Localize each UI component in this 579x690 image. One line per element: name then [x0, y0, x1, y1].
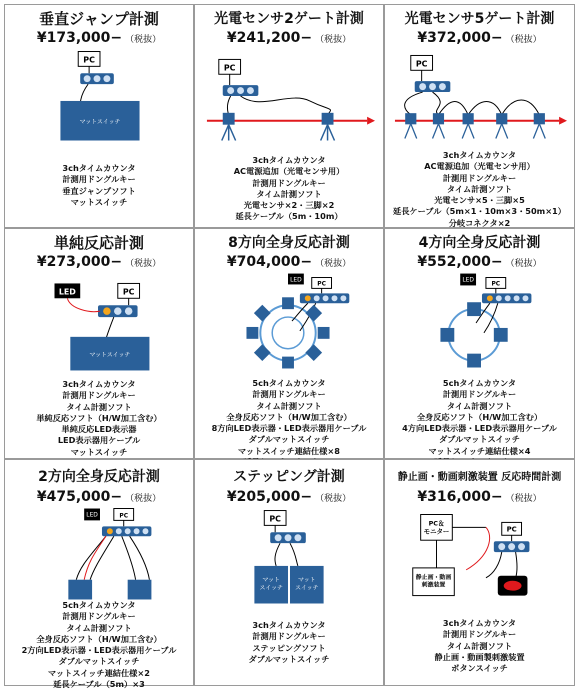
- list-item: 延長ケーブル（5m）×3: [53, 679, 145, 690]
- list-item: 計測用ドングルキー: [252, 631, 326, 642]
- price-tax-note: （税抜）: [315, 35, 352, 45]
- product-card-stepping: [194, 459, 384, 686]
- price-amount: ¥205,000−: [226, 489, 313, 505]
- list-item: タイム計測ソフト: [446, 400, 513, 411]
- list-item: 5chタイムカウンタ: [442, 378, 517, 388]
- setup-diagram: [201, 47, 377, 147]
- item-list: [195, 378, 383, 468]
- card-price: [385, 486, 574, 505]
- sensor-3: [463, 114, 473, 124]
- mat-label: マットスイッチ: [89, 351, 131, 359]
- pc-label: PC: [415, 59, 428, 69]
- card-title: 4方向全身反応計測: [418, 235, 541, 251]
- card-price: [195, 27, 383, 46]
- price-tax-note: （税抜）: [125, 494, 162, 504]
- list-item: タイム計測ソフト: [446, 640, 513, 651]
- sensor-left: [223, 113, 235, 125]
- price-amount: ¥173,000−: [36, 30, 123, 46]
- card-title: 静止画・動画刺激装置 反応時間計測: [397, 472, 562, 483]
- mat-pads: [246, 297, 329, 368]
- item-list: [385, 378, 574, 468]
- list-item: タイム計測ソフト: [256, 188, 322, 199]
- list-item: 3chタイムカウンタ: [442, 150, 517, 160]
- list-item: AC電源追加（光電センサ用）: [233, 166, 345, 177]
- list-item: LED表示器用ケーブル: [57, 435, 141, 446]
- product-card-simple-reaction: [4, 228, 194, 459]
- mat-right-label: マットスイッチ: [295, 576, 319, 592]
- item-list: [5, 379, 193, 458]
- sensor-4: [497, 114, 507, 124]
- list-item: 2方向LED表示器・LED表示器用ケーブル: [21, 645, 177, 656]
- led-label: LED: [290, 276, 302, 284]
- list-item: 延長ケーブル（5m・10m）: [235, 211, 343, 222]
- item-list: [5, 163, 193, 208]
- pc-label: PC: [317, 280, 326, 288]
- product-card-photo-sensor-2gate: [194, 4, 384, 228]
- card-title: 光電センサ5ゲート計測: [404, 11, 555, 27]
- list-item: 延長ケーブル（5m×1・10m×3・50m×1）: [393, 206, 566, 217]
- card-price: [195, 486, 383, 505]
- list-item: 3chタイムカウンタ: [62, 379, 136, 389]
- price-tax-note: （税抜）: [315, 494, 352, 504]
- list-item: 3chタイムカウンタ: [252, 155, 326, 165]
- product-card-8way-reaction: [194, 228, 384, 459]
- mat-label: マットスイッチ: [79, 118, 121, 126]
- card-title: 単純反応計測: [53, 234, 144, 252]
- card-price: [5, 251, 193, 270]
- list-item: タイム計測ソフト: [256, 400, 322, 411]
- list-item: タイム計測ソフト: [446, 183, 513, 194]
- price-amount: ¥241,200−: [226, 30, 313, 46]
- list-item: 分岐コネクタ×2: [448, 217, 511, 228]
- led-label: LED: [86, 511, 98, 519]
- item-list: [5, 600, 193, 690]
- list-item: 垂直ジャンプソフト: [62, 185, 136, 196]
- product-card-4way-reaction: [384, 228, 575, 459]
- setup-diagram: [391, 271, 568, 375]
- setup-diagram: [11, 271, 187, 375]
- setup-diagram: [11, 47, 187, 147]
- list-item: マットスイッチ連結仕様×8: [238, 445, 340, 456]
- mat-right: [128, 580, 152, 600]
- list-item: 全身反応ソフト（H/W加工含む）: [416, 411, 543, 422]
- list-item: 計測用ドングルキー: [62, 611, 136, 622]
- price-tax-note: （税抜）: [315, 259, 352, 269]
- product-grid: [4, 4, 575, 690]
- price-tax-note: （税抜）: [505, 259, 542, 269]
- sensor-2: [434, 114, 444, 124]
- product-card-2way-reaction: [4, 459, 194, 690]
- list-item: タイム計測ソフト: [66, 622, 132, 633]
- mat-pads: [440, 302, 507, 367]
- card-price: [5, 27, 193, 46]
- list-item: 8方向LED表示器・LED表示器用ケーブル: [211, 423, 367, 434]
- pc-label: PC: [491, 280, 501, 288]
- led-label: LED: [58, 287, 76, 297]
- setup-diagram: [391, 47, 568, 147]
- item-list: [195, 155, 383, 223]
- list-item: 全身反応ソフト（H/W加工含む）: [36, 633, 162, 644]
- price-amount: ¥316,000−: [417, 489, 503, 505]
- pc-label: PC: [122, 287, 135, 297]
- item-list: [195, 620, 383, 665]
- setup-diagram: [11, 506, 187, 602]
- list-item: 5chタイムカウンタ: [252, 378, 326, 388]
- price-amount: ¥475,000−: [36, 489, 123, 505]
- pc-label: PC: [269, 514, 281, 524]
- card-price: [385, 27, 574, 46]
- product-card-vertical-jump: [4, 4, 194, 228]
- list-item: 全身反応ソフト（H/W加工含む）: [226, 411, 352, 422]
- list-item: 計測用ドングルキー: [442, 172, 517, 183]
- setup-diagram: [201, 271, 377, 375]
- price-amount: ¥273,000−: [36, 254, 123, 270]
- card-title: 8方向全身反応計測: [228, 235, 350, 251]
- list-item: 4方向LED表示器・LED表示器用ケーブル: [402, 423, 557, 434]
- list-item: ダブルマットスイッチ: [58, 656, 140, 667]
- list-item: マットスイッチ連結仕様×4: [428, 445, 531, 456]
- list-item: ダブルマットスイッチ: [248, 434, 330, 445]
- list-item: 単純反応LED表示器: [61, 424, 137, 435]
- list-item: 光電センサ×5・三脚×5: [434, 195, 525, 206]
- list-item: 静止画・動画製刺激装置: [434, 651, 525, 662]
- list-item: ダブルマットスイッチ: [439, 434, 520, 445]
- card-title: ステッピング計測: [233, 469, 345, 485]
- price-tax-note: （税抜）: [125, 35, 162, 45]
- price-amount: ¥552,000−: [417, 254, 503, 270]
- item-list: [385, 618, 574, 674]
- list-item: ダブルマットスイッチ: [248, 653, 330, 664]
- device-label: 静止画・動画刺激装置: [415, 573, 452, 589]
- list-item: マットスイッチ: [70, 446, 128, 457]
- list-item: 単純反応ソフト（H/W加工含む）: [36, 412, 162, 423]
- item-list: [385, 150, 574, 229]
- list-item: ボタンスイッチ: [451, 663, 508, 674]
- price-amount: ¥704,000−: [226, 254, 313, 270]
- product-card-photo-sensor-5gate: [384, 4, 575, 228]
- led-label: LED: [462, 276, 474, 284]
- mat-left-label: マットスイッチ: [259, 576, 283, 592]
- setup-diagram: [201, 506, 377, 612]
- card-title: 垂直ジャンプ計測: [39, 10, 159, 28]
- card-title: 光電センサ2ゲート計測: [214, 11, 364, 27]
- list-item: 3chタイムカウンタ: [252, 620, 326, 630]
- list-item: マットスイッチ: [70, 196, 128, 207]
- card-price: [385, 251, 574, 270]
- list-item: 計測用ドングルキー: [62, 390, 136, 401]
- price-tax-note: （税抜）: [125, 259, 162, 269]
- setup-diagram: [391, 506, 568, 612]
- list-item: 5chタイムカウンタ: [62, 600, 136, 610]
- price-tax-note: （税抜）: [505, 35, 542, 45]
- list-item: 光電センサ×2・三脚×2: [243, 200, 335, 211]
- list-item: 計測用ドングルキー: [442, 389, 517, 400]
- list-item: 計測用ドングルキー: [62, 174, 136, 185]
- sensor-5: [534, 114, 544, 124]
- monitor-label: PC＆モニター: [423, 519, 450, 536]
- card-price: [5, 486, 193, 505]
- price-amount: ¥372,000−: [417, 30, 503, 46]
- price-tax-note: （税抜）: [505, 494, 542, 504]
- product-card-stimulus-device: [384, 459, 575, 686]
- sensor-right: [322, 113, 334, 125]
- pc-label: PC: [83, 55, 95, 65]
- list-item: マットスイッチ連結仕様×2: [48, 667, 150, 678]
- list-item: 3chタイムカウンタ: [62, 163, 136, 173]
- mat-left: [68, 580, 92, 600]
- list-item: 3chタイムカウンタ: [442, 618, 517, 628]
- list-item: 計測用ドングルキー: [252, 389, 326, 400]
- pc-label: PC: [506, 525, 517, 534]
- pc-label: PC: [119, 512, 129, 520]
- list-item: 計測用ドングルキー: [252, 177, 326, 188]
- list-item: ステッピングソフト: [252, 642, 326, 653]
- list-item: AC電源追加（光電センサ用）: [424, 161, 535, 172]
- pc-label: PC: [223, 63, 236, 73]
- card-price: [195, 251, 383, 270]
- list-item: タイム計測ソフト: [66, 401, 132, 412]
- list-item: 計測用ドングルキー: [442, 629, 517, 640]
- sensor-1: [406, 114, 416, 124]
- card-title: 2方向全身反応計測: [38, 469, 160, 485]
